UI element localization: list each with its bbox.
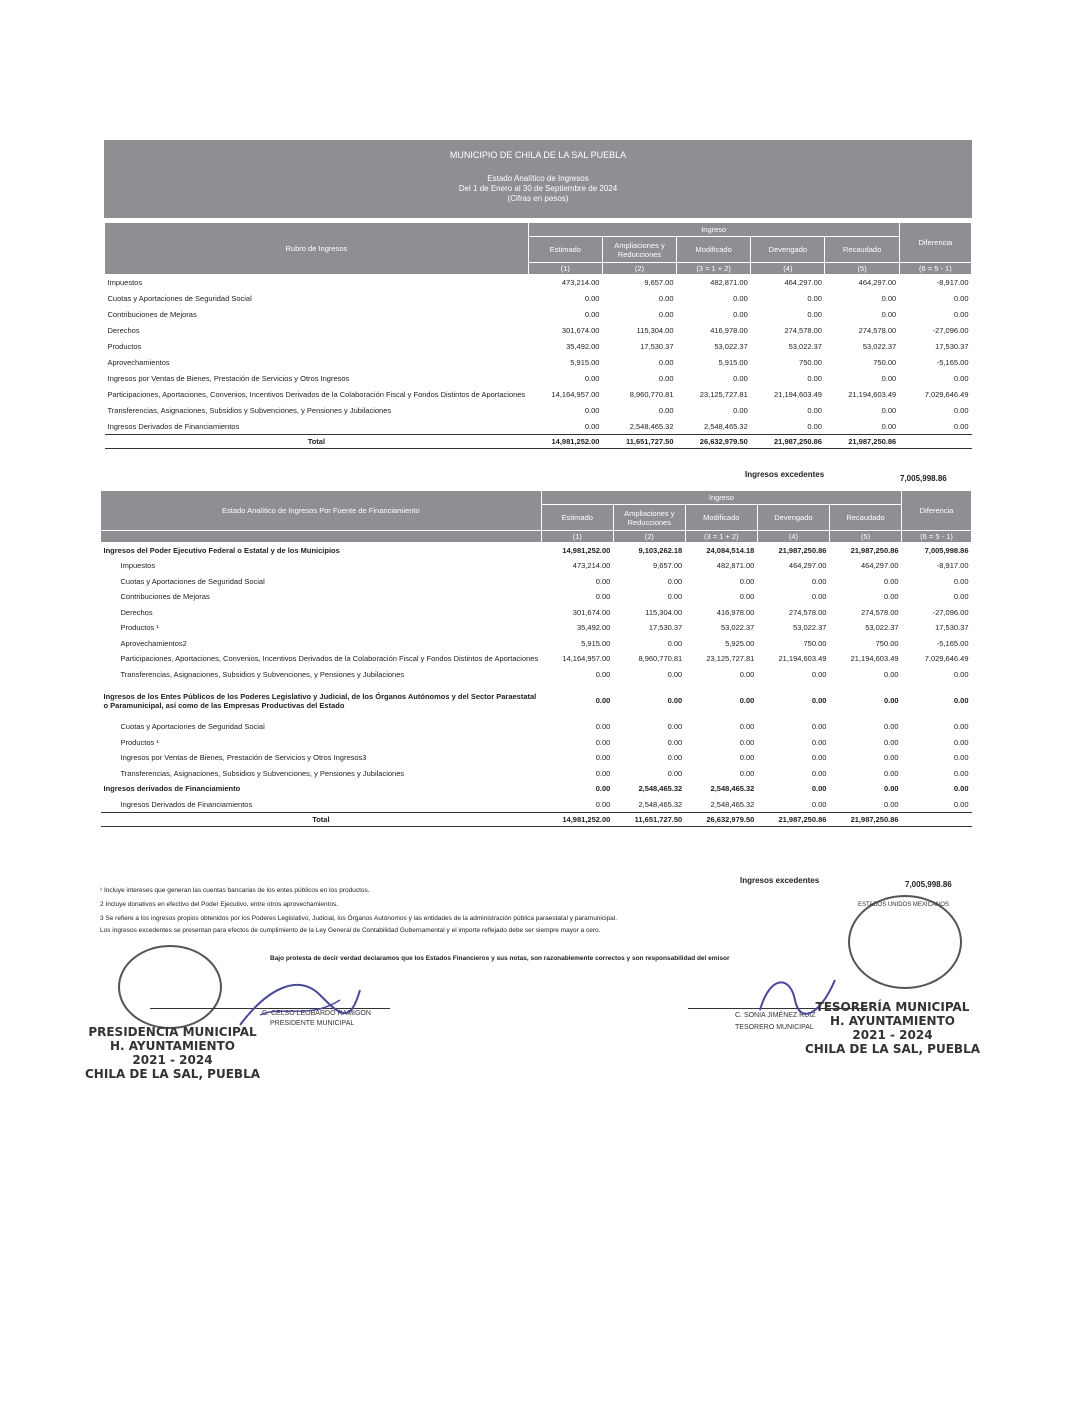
row-label: Aprovechamientos2 xyxy=(120,638,187,648)
table-row xyxy=(101,636,972,652)
row-value: 0.00 xyxy=(584,406,600,415)
row-value: 0.00 xyxy=(733,310,748,319)
row-value: 0.00 xyxy=(811,784,827,794)
table-row xyxy=(101,667,972,683)
row-value: 750.00 xyxy=(799,358,822,367)
row-value: -5,165.00 xyxy=(936,638,969,648)
row-value: 0.00 xyxy=(739,753,755,763)
col-n4-2: (4) xyxy=(757,531,829,543)
row-label: Impuestos xyxy=(107,278,143,288)
declaration: Bajo protesta de decir verdad declaramos que los Estados Financieros y sus notas, son razonablemente correctos y son responsabilidad del emisor xyxy=(270,955,730,962)
row-value: 21,194,603.49 xyxy=(778,654,827,664)
col-diferencia: Diferencia xyxy=(899,223,971,263)
row-value: 0.00 xyxy=(881,310,897,319)
row-value: 0.00 xyxy=(953,406,969,415)
table1-excedentes-label: Ingresos excedentes xyxy=(745,470,825,479)
row-value: 482,871.00 xyxy=(710,278,748,288)
income-by-source-table xyxy=(100,490,972,827)
row-value: 0.00 xyxy=(667,722,683,732)
total-value: 21,987,250.86 xyxy=(751,435,825,449)
row-value: 0.00 xyxy=(811,576,827,586)
row-value: 14,164,957.00 xyxy=(551,390,600,399)
right-signer-role: TESORERO MUNICIPAL xyxy=(735,1024,814,1031)
row-label: Derechos xyxy=(120,607,153,617)
row-value: 750.00 xyxy=(803,638,827,648)
row-value: 0.00 xyxy=(953,784,969,794)
row-value: 0.00 xyxy=(595,753,611,763)
row-label: Derechos xyxy=(107,326,140,335)
row-value: 0.00 xyxy=(881,374,897,383)
row-value: 0.00 xyxy=(883,753,899,763)
row-value: 0.00 xyxy=(811,696,827,706)
row-value: -8,917.00 xyxy=(936,561,969,571)
row-value: 9,103,262.18 xyxy=(638,546,683,555)
row-value: 2,548,465.32 xyxy=(638,784,683,794)
row-value: 115,304.00 xyxy=(645,607,683,617)
table-row xyxy=(105,291,972,307)
row-value: 0.00 xyxy=(595,722,611,732)
row-value: 14,981,252.00 xyxy=(562,546,611,555)
col-recaudado-2: Recaudado xyxy=(829,505,901,531)
row-label: Transferencias, Asignaciones, Subsidios y Subvenciones, y Pensiones y Jubilaciones xyxy=(120,669,405,679)
entity-name: MUNICIPIO DE CHILA DE LA SAL PUEBLA xyxy=(449,150,627,160)
table-row xyxy=(105,323,972,339)
row-value: 5,915.00 xyxy=(581,638,611,648)
row-value: 21,987,250.86 xyxy=(850,546,899,555)
table1-body xyxy=(105,275,972,449)
row-value: 464,297.00 xyxy=(788,561,827,571)
row-value: 2,548,465.32 xyxy=(638,799,683,809)
row-value: 0.00 xyxy=(953,799,969,809)
right-stamp-line-4: CHILA DE LA SAL, PUEBLA xyxy=(805,1042,981,1056)
row-value: 416,978.00 xyxy=(710,326,748,335)
row-value: 0.00 xyxy=(883,722,899,732)
row-label: Transferencias, Asignaciones, Subsidios y Subvenciones, y Pensiones y Jubilaciones xyxy=(120,768,405,778)
row-label: Productos xyxy=(107,342,142,351)
table-row xyxy=(101,682,972,719)
row-value: 0.00 xyxy=(667,669,683,679)
row-value: 0.00 xyxy=(883,576,899,586)
row-label: Contribuciones de Mejoras xyxy=(107,310,197,319)
row-value: 0.00 xyxy=(811,799,827,809)
table-row xyxy=(105,387,972,403)
row-value: 0.00 xyxy=(733,374,748,383)
row-value: 53,022.37 xyxy=(788,342,822,351)
row-value: 8,960,770.81 xyxy=(629,390,674,399)
table2-body xyxy=(101,543,972,827)
row-value: 0.00 xyxy=(595,737,611,747)
row-value: 0.00 xyxy=(953,294,969,303)
row-value: 0.00 xyxy=(595,784,611,794)
table-row xyxy=(105,307,972,323)
table-row xyxy=(101,719,972,735)
table-row xyxy=(101,605,972,621)
table-row xyxy=(101,750,972,766)
right-signer-name: C. SONIA JIMÉNEZ RUIZ xyxy=(735,1012,816,1019)
right-seal-text: ESTADOS UNIDOS MEXICANOS xyxy=(858,902,949,908)
row-value: 274,578.00 xyxy=(784,326,822,335)
right-stamp xyxy=(805,1000,980,1056)
row-value: 53,022.37 xyxy=(793,623,827,633)
row-value: 2,548,465.32 xyxy=(710,799,755,809)
row-value: 0.00 xyxy=(881,294,897,303)
row-value: 5,925.00 xyxy=(725,638,755,648)
total-blank xyxy=(902,812,972,826)
table-row xyxy=(101,735,972,751)
left-seal-icon xyxy=(118,945,222,1029)
col-fuente: Estado Analítico de Ingresos Por Fuente de Financiamiento xyxy=(101,491,542,531)
table-row xyxy=(101,558,972,574)
row-value: 0.00 xyxy=(811,768,827,778)
col-modificado: Modificado xyxy=(677,237,751,263)
table-row xyxy=(105,419,972,435)
row-value: 0.00 xyxy=(953,753,969,763)
row-value: 7,005,998.86 xyxy=(924,546,969,555)
total-value: 14,981,252.00 xyxy=(541,812,613,826)
row-value: 21,194,603.49 xyxy=(850,654,899,664)
row-value: 2,548,465.32 xyxy=(629,421,674,431)
total-value: 14,981,252.00 xyxy=(528,435,602,449)
row-value: 23,125,727.81 xyxy=(699,390,748,399)
row-value: 14,164,957.00 xyxy=(562,654,611,664)
col-blank xyxy=(101,531,542,543)
col-n3: (3 = 1 + 2) xyxy=(677,263,751,275)
report-header xyxy=(104,140,972,218)
row-value: 0.00 xyxy=(883,696,899,706)
row-value: 274,578.00 xyxy=(858,326,897,335)
left-signer-name: C. CELSO LEOBARDO RAMIGÓN xyxy=(262,1010,371,1017)
total-label: Total xyxy=(105,435,529,449)
row-value: 464,297.00 xyxy=(858,278,897,288)
row-value: 17,530.37 xyxy=(935,342,969,351)
total-value: 26,632,979.50 xyxy=(685,812,757,826)
row-value: 9,657.00 xyxy=(644,278,674,288)
row-value: 0.00 xyxy=(807,294,822,303)
row-label: Transferencias, Asignaciones, Subsidios y Subvenciones, y Pensiones y Jubilaciones xyxy=(107,406,392,415)
row-label: Ingresos por Ventas de Bienes, Prestación de Servicios y Otros Ingresos xyxy=(107,374,350,383)
row-value: 0.00 xyxy=(883,784,899,794)
row-value: 0.00 xyxy=(667,592,683,602)
right-stamp-line-1: TESORERÍA MUNICIPAL xyxy=(815,1000,970,1014)
total-row xyxy=(105,435,972,449)
row-value: 0.00 xyxy=(953,592,969,602)
right-stamp-line-2: H. AYUNTAMIENTO xyxy=(830,1014,955,1028)
left-stamp-line-4: CHILA DE LA SAL, PUEBLA xyxy=(85,1067,261,1081)
row-value: 7,029,646.49 xyxy=(924,390,969,399)
col-diferencia-2: Diferencia xyxy=(902,491,972,531)
row-value: 0.00 xyxy=(595,592,611,602)
row-value: 0.00 xyxy=(658,294,674,303)
note-3: 3 Se refiere a los ingresos propios obtenidos por los Poderes Legislativo, Judicial, los Órganos Autónomos y las entidades de la administración pública paraestatal y paramunicipal. xyxy=(100,915,618,922)
row-value: 0.00 xyxy=(584,294,600,303)
total-row xyxy=(101,812,972,826)
row-value: 0.00 xyxy=(595,799,611,809)
total-value: 21,987,250.86 xyxy=(829,812,901,826)
row-value: 9,657.00 xyxy=(653,561,683,571)
row-label: Cuotas y Aportaciones de Seguridad Social xyxy=(120,576,265,586)
row-value: 0.00 xyxy=(667,576,683,586)
row-label: Ingresos Derivados de Financiamientos xyxy=(107,421,240,431)
col-estimado-2: Estimado xyxy=(541,505,613,531)
table2-excedentes-label: Ingresos excedentes xyxy=(740,876,820,885)
row-value: 0.00 xyxy=(595,576,611,586)
col-n1: (1) xyxy=(528,263,602,275)
col-n2: (2) xyxy=(602,263,676,275)
income-by-category-table xyxy=(104,222,972,449)
row-value: 0.00 xyxy=(807,421,822,431)
row-value: 0.00 xyxy=(953,722,969,732)
row-value: 0.00 xyxy=(667,737,683,747)
left-stamp-line-1: PRESIDENCIA MUNICIPAL xyxy=(88,1025,257,1039)
row-value: 0.00 xyxy=(739,768,755,778)
row-value: 0.00 xyxy=(953,696,969,706)
row-value: 0.00 xyxy=(739,737,755,747)
row-value: 0.00 xyxy=(953,669,969,679)
row-value: 17,530.37 xyxy=(640,342,674,351)
table-row xyxy=(101,797,972,813)
col-n5-2: (5) xyxy=(829,531,901,543)
row-value: -27,096.00 xyxy=(932,326,969,335)
row-label: Productos ¹ xyxy=(120,737,159,747)
left-stamp-line-3: 2021 - 2024 xyxy=(132,1053,213,1067)
row-label: Ingresos por Ventas de Bienes, Prestación de Servicios y Otros Ingresos3 xyxy=(120,753,367,763)
row-value: 2,548,465.32 xyxy=(710,784,755,794)
left-stamp xyxy=(85,1025,260,1081)
row-value: 8,960,770.81 xyxy=(638,654,683,664)
row-value: 23,125,727.81 xyxy=(706,654,755,664)
row-value: 53,022.37 xyxy=(862,342,897,351)
row-value: 0.00 xyxy=(584,310,600,319)
row-value: 35,492.00 xyxy=(576,623,611,633)
col-devengado: Devengado xyxy=(751,237,825,263)
total-value: 11,651,727.50 xyxy=(613,812,685,826)
table-row xyxy=(101,543,972,559)
row-value: 0.00 xyxy=(883,768,899,778)
row-value: 24,084,514.18 xyxy=(706,546,755,555)
report-period: Del 1 de Enero al 30 de Septiembre de 2024 xyxy=(458,184,618,193)
col-n2-2: (2) xyxy=(613,531,685,543)
row-label: Cuotas y Aportaciones de Seguridad Social xyxy=(120,722,265,732)
col-ampliaciones-2: Ampliaciones y Reducciones xyxy=(613,505,685,531)
row-label: Impuestos xyxy=(120,561,156,571)
col-ampliaciones: Ampliaciones y Reducciones xyxy=(602,237,676,263)
table-row xyxy=(105,403,972,419)
report-title: Estado Analítico de Ingresos xyxy=(487,174,589,183)
row-value: 0.00 xyxy=(584,421,600,431)
row-value: 0.00 xyxy=(739,696,755,706)
col-n6: (6 = 5 - 1) xyxy=(899,263,971,275)
total-label: Total xyxy=(101,812,542,826)
row-label: Productos ¹ xyxy=(120,623,159,633)
report-units: (Cifras en pesos) xyxy=(507,194,569,203)
row-value: 0.00 xyxy=(883,737,899,747)
table-row xyxy=(105,371,972,387)
total-blank xyxy=(899,435,971,449)
row-value: 0.00 xyxy=(595,768,611,778)
row-value: 0.00 xyxy=(658,374,674,383)
row-value: 53,022.37 xyxy=(714,342,748,351)
row-value: 0.00 xyxy=(883,669,899,679)
col-group-ingreso-2: Ingreso xyxy=(541,491,901,505)
row-value: 0.00 xyxy=(811,669,827,679)
row-value: 0.00 xyxy=(658,406,674,415)
table2-excedentes-value: 7,005,998.86 xyxy=(905,880,952,889)
col-n6-2: (6 = 5 - 1) xyxy=(902,531,972,543)
row-value: 0.00 xyxy=(733,294,748,303)
row-label: Ingresos de los Entes Públicos de los Poderes Legislativo y Judicial, de los Órganos Autónomos y del Sector Paraestatal o Paramunicipal, así como de las Empresas Productivas del Estado xyxy=(103,691,537,710)
row-value: 0.00 xyxy=(811,753,827,763)
row-value: 0.00 xyxy=(739,669,755,679)
row-value: 473,214.00 xyxy=(561,278,600,288)
row-value: 2,548,465.32 xyxy=(703,421,748,431)
col-n4: (4) xyxy=(751,263,825,275)
row-value: 0.00 xyxy=(883,799,899,809)
table-row xyxy=(101,620,972,636)
total-value: 26,632,979.50 xyxy=(677,435,751,449)
row-label: Participaciones, Aportaciones, Convenios, Incentivos Derivados de la Colaboración Fiscal y Fondos Distintos de Aportaciones xyxy=(120,654,539,664)
right-stamp-line-3: 2021 - 2024 xyxy=(852,1028,933,1042)
table-row xyxy=(105,339,972,355)
row-value: 5,915.00 xyxy=(718,358,748,367)
row-value: 473,214.00 xyxy=(572,561,611,571)
row-label: Contribuciones de Mejoras xyxy=(120,592,210,602)
col-n3-2: (3 = 1 + 2) xyxy=(685,531,757,543)
total-value: 21,987,250.86 xyxy=(757,812,829,826)
row-value: 274,578.00 xyxy=(861,607,899,617)
row-value: 0.00 xyxy=(811,592,827,602)
row-value: 0.00 xyxy=(658,358,674,367)
row-value: -27,096.00 xyxy=(932,607,969,617)
row-value: 0.00 xyxy=(807,406,822,415)
row-value: 482,871.00 xyxy=(716,561,755,571)
row-label: Participaciones, Aportaciones, Convenios, Incentivos Derivados de la Colaboración Fiscal y Fondos Distintos de Aportaciones xyxy=(107,390,526,399)
row-value: 115,304.00 xyxy=(636,326,674,335)
table-row xyxy=(101,651,972,667)
row-value: 0.00 xyxy=(595,669,611,679)
row-value: 464,297.00 xyxy=(784,278,822,288)
col-modificado-2: Modificado xyxy=(685,505,757,531)
table-row xyxy=(105,355,972,371)
row-value: 0.00 xyxy=(667,638,683,648)
row-value: 0.00 xyxy=(595,696,611,706)
row-value: 464,297.00 xyxy=(861,561,899,571)
row-value: 0.00 xyxy=(807,310,822,319)
row-value: 0.00 xyxy=(811,722,827,732)
row-value: 17,530.37 xyxy=(648,623,683,633)
total-value: 21,987,250.86 xyxy=(825,435,899,449)
col-n5: (5) xyxy=(825,263,899,275)
row-value: 0.00 xyxy=(953,768,969,778)
row-value: 0.00 xyxy=(883,592,899,602)
row-value: 7,029,646.49 xyxy=(924,654,969,664)
table-row xyxy=(101,574,972,590)
row-value: 750.00 xyxy=(873,358,897,367)
table1-excedentes-value: 7,005,998.86 xyxy=(900,474,947,483)
row-value: 5,915.00 xyxy=(570,358,600,367)
row-value: 0.00 xyxy=(953,576,969,586)
col-group-ingreso: Ingreso xyxy=(528,223,899,237)
row-value: 0.00 xyxy=(658,310,674,319)
row-value: 53,022.37 xyxy=(720,623,755,633)
row-value: 0.00 xyxy=(811,737,827,747)
col-estimado: Estimado xyxy=(528,237,602,263)
table-row xyxy=(101,781,972,797)
col-rubro: Rubro de Ingresos xyxy=(105,223,529,275)
note-4: Los ingresos excedentes se presentan para efectos de cumplimiento de la Ley General de Contabilidad Gubernamental y el importe reflejado debe ser siempre mayor a cero. xyxy=(100,927,601,934)
row-value: 274,578.00 xyxy=(788,607,827,617)
row-value: 750.00 xyxy=(875,638,899,648)
row-value: 35,492.00 xyxy=(566,342,600,351)
col-recaudado: Recaudado xyxy=(825,237,899,263)
row-value: 53,022.37 xyxy=(865,623,899,633)
row-value: 0.00 xyxy=(584,374,600,383)
row-value: 0.00 xyxy=(953,421,969,431)
row-value: 0.00 xyxy=(953,374,969,383)
row-value: 0.00 xyxy=(667,696,683,706)
row-value: 0.00 xyxy=(739,722,755,732)
note-1: ¹ Incluye intereses que generan las cuentas bancarias de los entes públicos en los productos. xyxy=(100,887,370,894)
left-signer-role: PRESIDENTE MUNICIPAL xyxy=(270,1020,355,1027)
row-value: -8,917.00 xyxy=(936,278,969,288)
table-row xyxy=(101,589,972,605)
right-seal-icon xyxy=(848,895,962,989)
row-label: Cuotas y Aportaciones de Seguridad Social xyxy=(107,294,252,303)
col-devengado-2: Devengado xyxy=(757,505,829,531)
row-value: 416,978.00 xyxy=(716,607,755,617)
row-value: 0.00 xyxy=(953,737,969,747)
row-value: 0.00 xyxy=(807,374,822,383)
row-label: Ingresos Derivados de Financiamientos xyxy=(120,799,253,809)
table-row xyxy=(105,275,972,291)
row-value: 0.00 xyxy=(881,421,897,431)
row-value: 0.00 xyxy=(739,576,755,586)
row-value: 0.00 xyxy=(667,768,683,778)
row-value: 0.00 xyxy=(953,310,969,319)
row-value: 17,530.37 xyxy=(935,623,969,633)
col-n1-2: (1) xyxy=(541,531,613,543)
row-value: -5,165.00 xyxy=(936,358,969,367)
row-value: 21,194,603.49 xyxy=(774,390,822,399)
row-value: 0.00 xyxy=(739,592,755,602)
row-value: 301,674.00 xyxy=(561,326,600,335)
row-label: Ingresos del Poder Ejecutivo Federal o Estatal y de los Municipios xyxy=(103,546,340,555)
row-label: Ingresos derivados de Financiamiento xyxy=(103,784,241,794)
total-value: 11,651,727.50 xyxy=(602,435,676,449)
note-2: 2 Incluye donativos en efectivo del Poder Ejecutivo, entre otros aprovechamientos. xyxy=(100,901,339,908)
row-label: Aprovechamientos xyxy=(107,358,170,367)
left-stamp-line-2: H. AYUNTAMIENTO xyxy=(110,1039,235,1053)
row-value: 0.00 xyxy=(733,406,748,415)
row-value: 0.00 xyxy=(881,406,897,415)
row-value: 21,987,250.86 xyxy=(778,546,827,555)
table-row xyxy=(101,766,972,782)
row-value: 21,194,603.49 xyxy=(848,390,897,399)
row-value: 301,674.00 xyxy=(572,607,611,617)
row-value: 0.00 xyxy=(667,753,683,763)
